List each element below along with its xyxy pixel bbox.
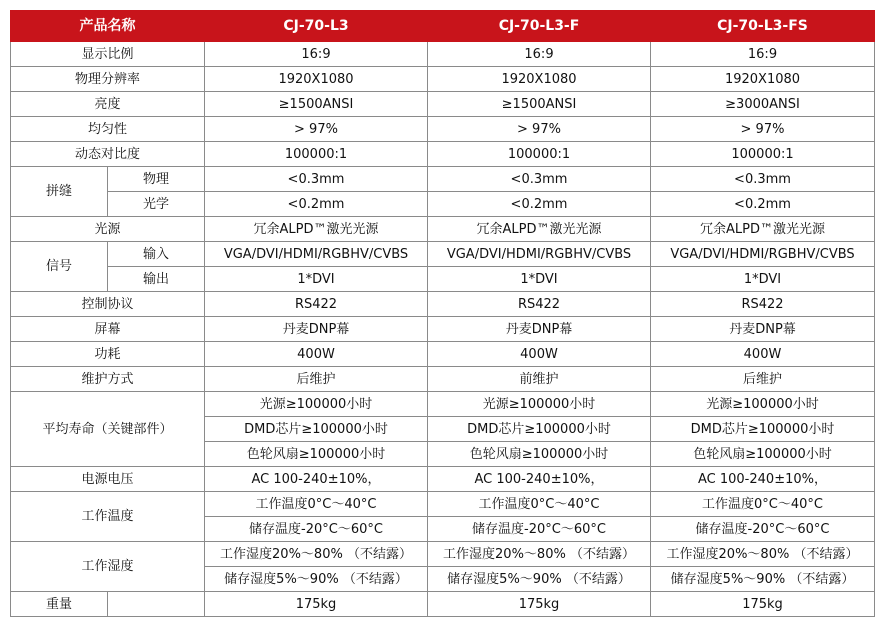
row-sublabel: 光学	[108, 192, 205, 217]
table-cell: 工作湿度20%～80% （不结露）	[651, 542, 875, 567]
table-cell: RS422	[428, 292, 651, 317]
table-cell: > 97%	[428, 117, 651, 142]
table-cell: 冗余ALPD™激光光源	[428, 217, 651, 242]
table-cell: 1*DVI	[651, 267, 875, 292]
table-cell: 前维护	[428, 367, 651, 392]
row-label: 屏幕	[11, 317, 205, 342]
row-label: 显示比例	[11, 42, 205, 67]
table-cell: 后维护	[651, 367, 875, 392]
table-cell: 丹麦DNP幕	[205, 317, 428, 342]
table-cell: 1920X1080	[651, 67, 875, 92]
table-row	[11, 42, 875, 67]
row-label: 亮度	[11, 92, 205, 117]
table-cell: 储存温度-20°C～60°C	[651, 517, 875, 542]
row-label: 重量	[11, 592, 108, 617]
table-cell: AC 100-240±10%，	[205, 467, 428, 492]
table-cell: <0.3mm	[428, 167, 651, 192]
row-label: 动态对比度	[11, 142, 205, 167]
table-cell: ≥3000ANSI	[651, 92, 875, 117]
table-cell: RS422	[205, 292, 428, 317]
table-cell: 丹麦DNP幕	[651, 317, 875, 342]
row-label: 光源	[11, 217, 205, 242]
empty-cell	[108, 592, 205, 617]
table-cell: 175kg	[428, 592, 651, 617]
table-cell: 工作湿度20%～80% （不结露）	[205, 542, 428, 567]
table-row	[11, 167, 875, 192]
row-label: 平均寿命（关键部件）	[11, 392, 205, 467]
table-cell: 储存湿度5%～90% （不结露）	[205, 567, 428, 592]
row-label: 工作温度	[11, 492, 205, 542]
row-sublabel: 输入	[108, 242, 205, 267]
table-cell: 工作温度0°C～40°C	[428, 492, 651, 517]
row-label: 控制协议	[11, 292, 205, 317]
table-cell: 100000:1	[428, 142, 651, 167]
header-model-2: CJ-70-L3-F	[428, 11, 651, 42]
table-cell: DMD芯片≥100000小时	[428, 417, 651, 442]
table-cell: VGA/DVI/HDMI/RGBHV/CVBS	[651, 242, 875, 267]
row-label: 功耗	[11, 342, 205, 367]
table-cell: 16:9	[205, 42, 428, 67]
header-model-3: CJ-70-L3-FS	[651, 11, 875, 42]
row-sublabel: 物理	[108, 167, 205, 192]
row-label: 均匀性	[11, 117, 205, 142]
table-cell: <0.2mm	[651, 192, 875, 217]
row-sublabel: 输出	[108, 267, 205, 292]
row-label: 拼缝	[11, 167, 108, 217]
table-cell: 冗余ALPD™激光光源	[205, 217, 428, 242]
table-cell: 工作温度0°C～40°C	[651, 492, 875, 517]
table-cell: 工作湿度20%～80% （不结露）	[428, 542, 651, 567]
table-row	[11, 242, 875, 267]
table-row	[11, 92, 875, 117]
table-row	[11, 342, 875, 367]
table-cell: 光源≥100000小时	[205, 392, 428, 417]
table-cell: ≥1500ANSI	[205, 92, 428, 117]
table-cell: 后维护	[205, 367, 428, 392]
table-cell: 储存湿度5%～90% （不结露）	[651, 567, 875, 592]
table-cell: ≥1500ANSI	[428, 92, 651, 117]
table-cell: 100000:1	[205, 142, 428, 167]
table-cell: 400W	[205, 342, 428, 367]
table-cell: 光源≥100000小时	[428, 392, 651, 417]
table-cell: 色轮风扇≥100000小时	[651, 442, 875, 467]
table-row	[11, 367, 875, 392]
table-cell: > 97%	[205, 117, 428, 142]
table-cell: 100000:1	[651, 142, 875, 167]
table-cell: 储存温度-20°C～60°C	[428, 517, 651, 542]
row-label: 信号	[11, 242, 108, 292]
table-cell: 400W	[651, 342, 875, 367]
table-row	[11, 117, 875, 142]
table-cell: <0.2mm	[205, 192, 428, 217]
row-label: 物理分辨率	[11, 67, 205, 92]
table-cell: VGA/DVI/HDMI/RGBHV/CVBS	[205, 242, 428, 267]
header-product-name: 产品名称	[11, 11, 205, 42]
table-cell: 16:9	[428, 42, 651, 67]
table-cell: 175kg	[205, 592, 428, 617]
table-cell: AC 100-240±10%，	[651, 467, 875, 492]
table-row	[11, 542, 875, 567]
header-row	[11, 11, 875, 42]
table-cell: > 97%	[651, 117, 875, 142]
table-cell: 色轮风扇≥100000小时	[205, 442, 428, 467]
table-cell: DMD芯片≥100000小时	[651, 417, 875, 442]
table-cell: 1920X1080	[205, 67, 428, 92]
table-row	[11, 67, 875, 92]
table-cell: 175kg	[651, 592, 875, 617]
table-cell: 色轮风扇≥100000小时	[428, 442, 651, 467]
row-label: 电源电压	[11, 467, 205, 492]
table-cell: 1920X1080	[428, 67, 651, 92]
spec-table	[10, 10, 875, 617]
table-cell: <0.3mm	[651, 167, 875, 192]
table-cell: 工作温度0°C～40°C	[205, 492, 428, 517]
table-cell: 400W	[428, 342, 651, 367]
table-row	[11, 142, 875, 167]
table-row	[11, 267, 875, 292]
header-model-1: CJ-70-L3	[205, 11, 428, 42]
table-row	[11, 467, 875, 492]
table-cell: VGA/DVI/HDMI/RGBHV/CVBS	[428, 242, 651, 267]
row-label: 维护方式	[11, 367, 205, 392]
table-cell: <0.2mm	[428, 192, 651, 217]
table-cell: 储存湿度5%～90% （不结露）	[428, 567, 651, 592]
table-cell: 储存温度-20°C～60°C	[205, 517, 428, 542]
table-row	[11, 592, 875, 617]
table-cell: 丹麦DNP幕	[428, 317, 651, 342]
row-label: 工作湿度	[11, 542, 205, 592]
table-row	[11, 292, 875, 317]
table-cell: 16:9	[651, 42, 875, 67]
table-row	[11, 217, 875, 242]
table-cell: <0.3mm	[205, 167, 428, 192]
table-cell: 1*DVI	[205, 267, 428, 292]
table-cell: 冗余ALPD™激光光源	[651, 217, 875, 242]
table-row	[11, 317, 875, 342]
table-row	[11, 392, 875, 417]
table-cell: RS422	[651, 292, 875, 317]
table-cell: 光源≥100000小时	[651, 392, 875, 417]
table-cell: AC 100-240±10%，	[428, 467, 651, 492]
table-cell: DMD芯片≥100000小时	[205, 417, 428, 442]
table-cell: 1*DVI	[428, 267, 651, 292]
table-row	[11, 492, 875, 517]
table-row	[11, 192, 875, 217]
